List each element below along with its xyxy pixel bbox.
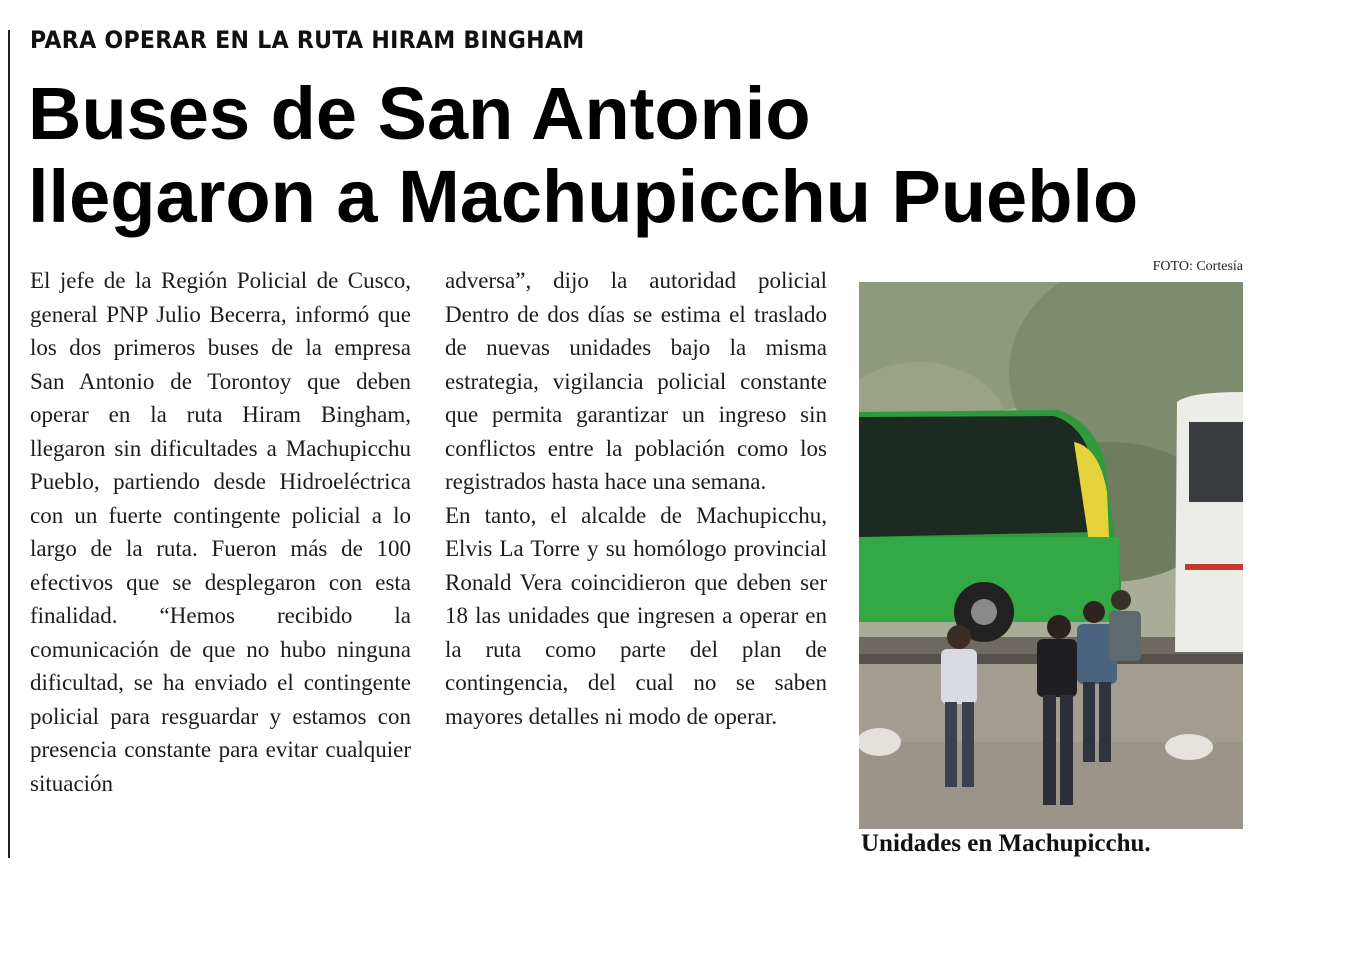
article-kicker: PARA OPERAR EN LA RUTA HIRAM BINGHAM [30,26,585,54]
photo-caption: Unidades en Machupicchu. [861,830,1151,857]
article-photo [859,282,1243,829]
body-column-2 [445,264,827,733]
photo-illustration [859,282,1243,829]
headline-line-2: llegaron a Machupicchu Pueblo [28,155,1139,238]
body-column-1 [30,264,411,800]
body-paragraph: adversa”, dijo la autoridad policial Dentro de dos días se estima el traslado de nuevas unidades bajo la misma estrategia, vigilancia policial constante que permita garantizar un ingreso sin conflictos entre la población como los registrados hasta hace una semana. [445,268,827,494]
article-headline [28,72,1138,238]
headline-line-1: Buses de San Antonio [28,72,811,155]
body-paragraph: El jefe de la Región Policial de Cusco, general PNP Julio Becerra, informó que los dos primeros buses de la empresa San Antonio de Torontoy que deben operar en la ruta Hiram Bingham, llegaron sin dificultades a Machupicchu Pueblo, partiendo desde Hidroeléctrica con un fuerte contingente policial a lo largo de la ruta. Fueron más de 100 efectivos que se desplegaron con esta finalidad. “Hemos recibido la comunicación de que no hubo ninguna dificultad, se ha enviado el contingente policial para resguardar y estamos con presencia constante para evitar cualquier situación [30,268,411,796]
photo-credit: FOTO: Cortesía [1152,259,1243,274]
body-paragraph: En tanto, el alcalde de Machupicchu, Elvis La Torre y su homólogo provincial Ronald Vera coincidieron que deben ser 18 las unidades que ingresen a operar en la ruta como parte del plan de contingencia, del cual no se saben mayores detalles ni modo de operar. [445,502,827,729]
left-column-rule [8,30,10,858]
